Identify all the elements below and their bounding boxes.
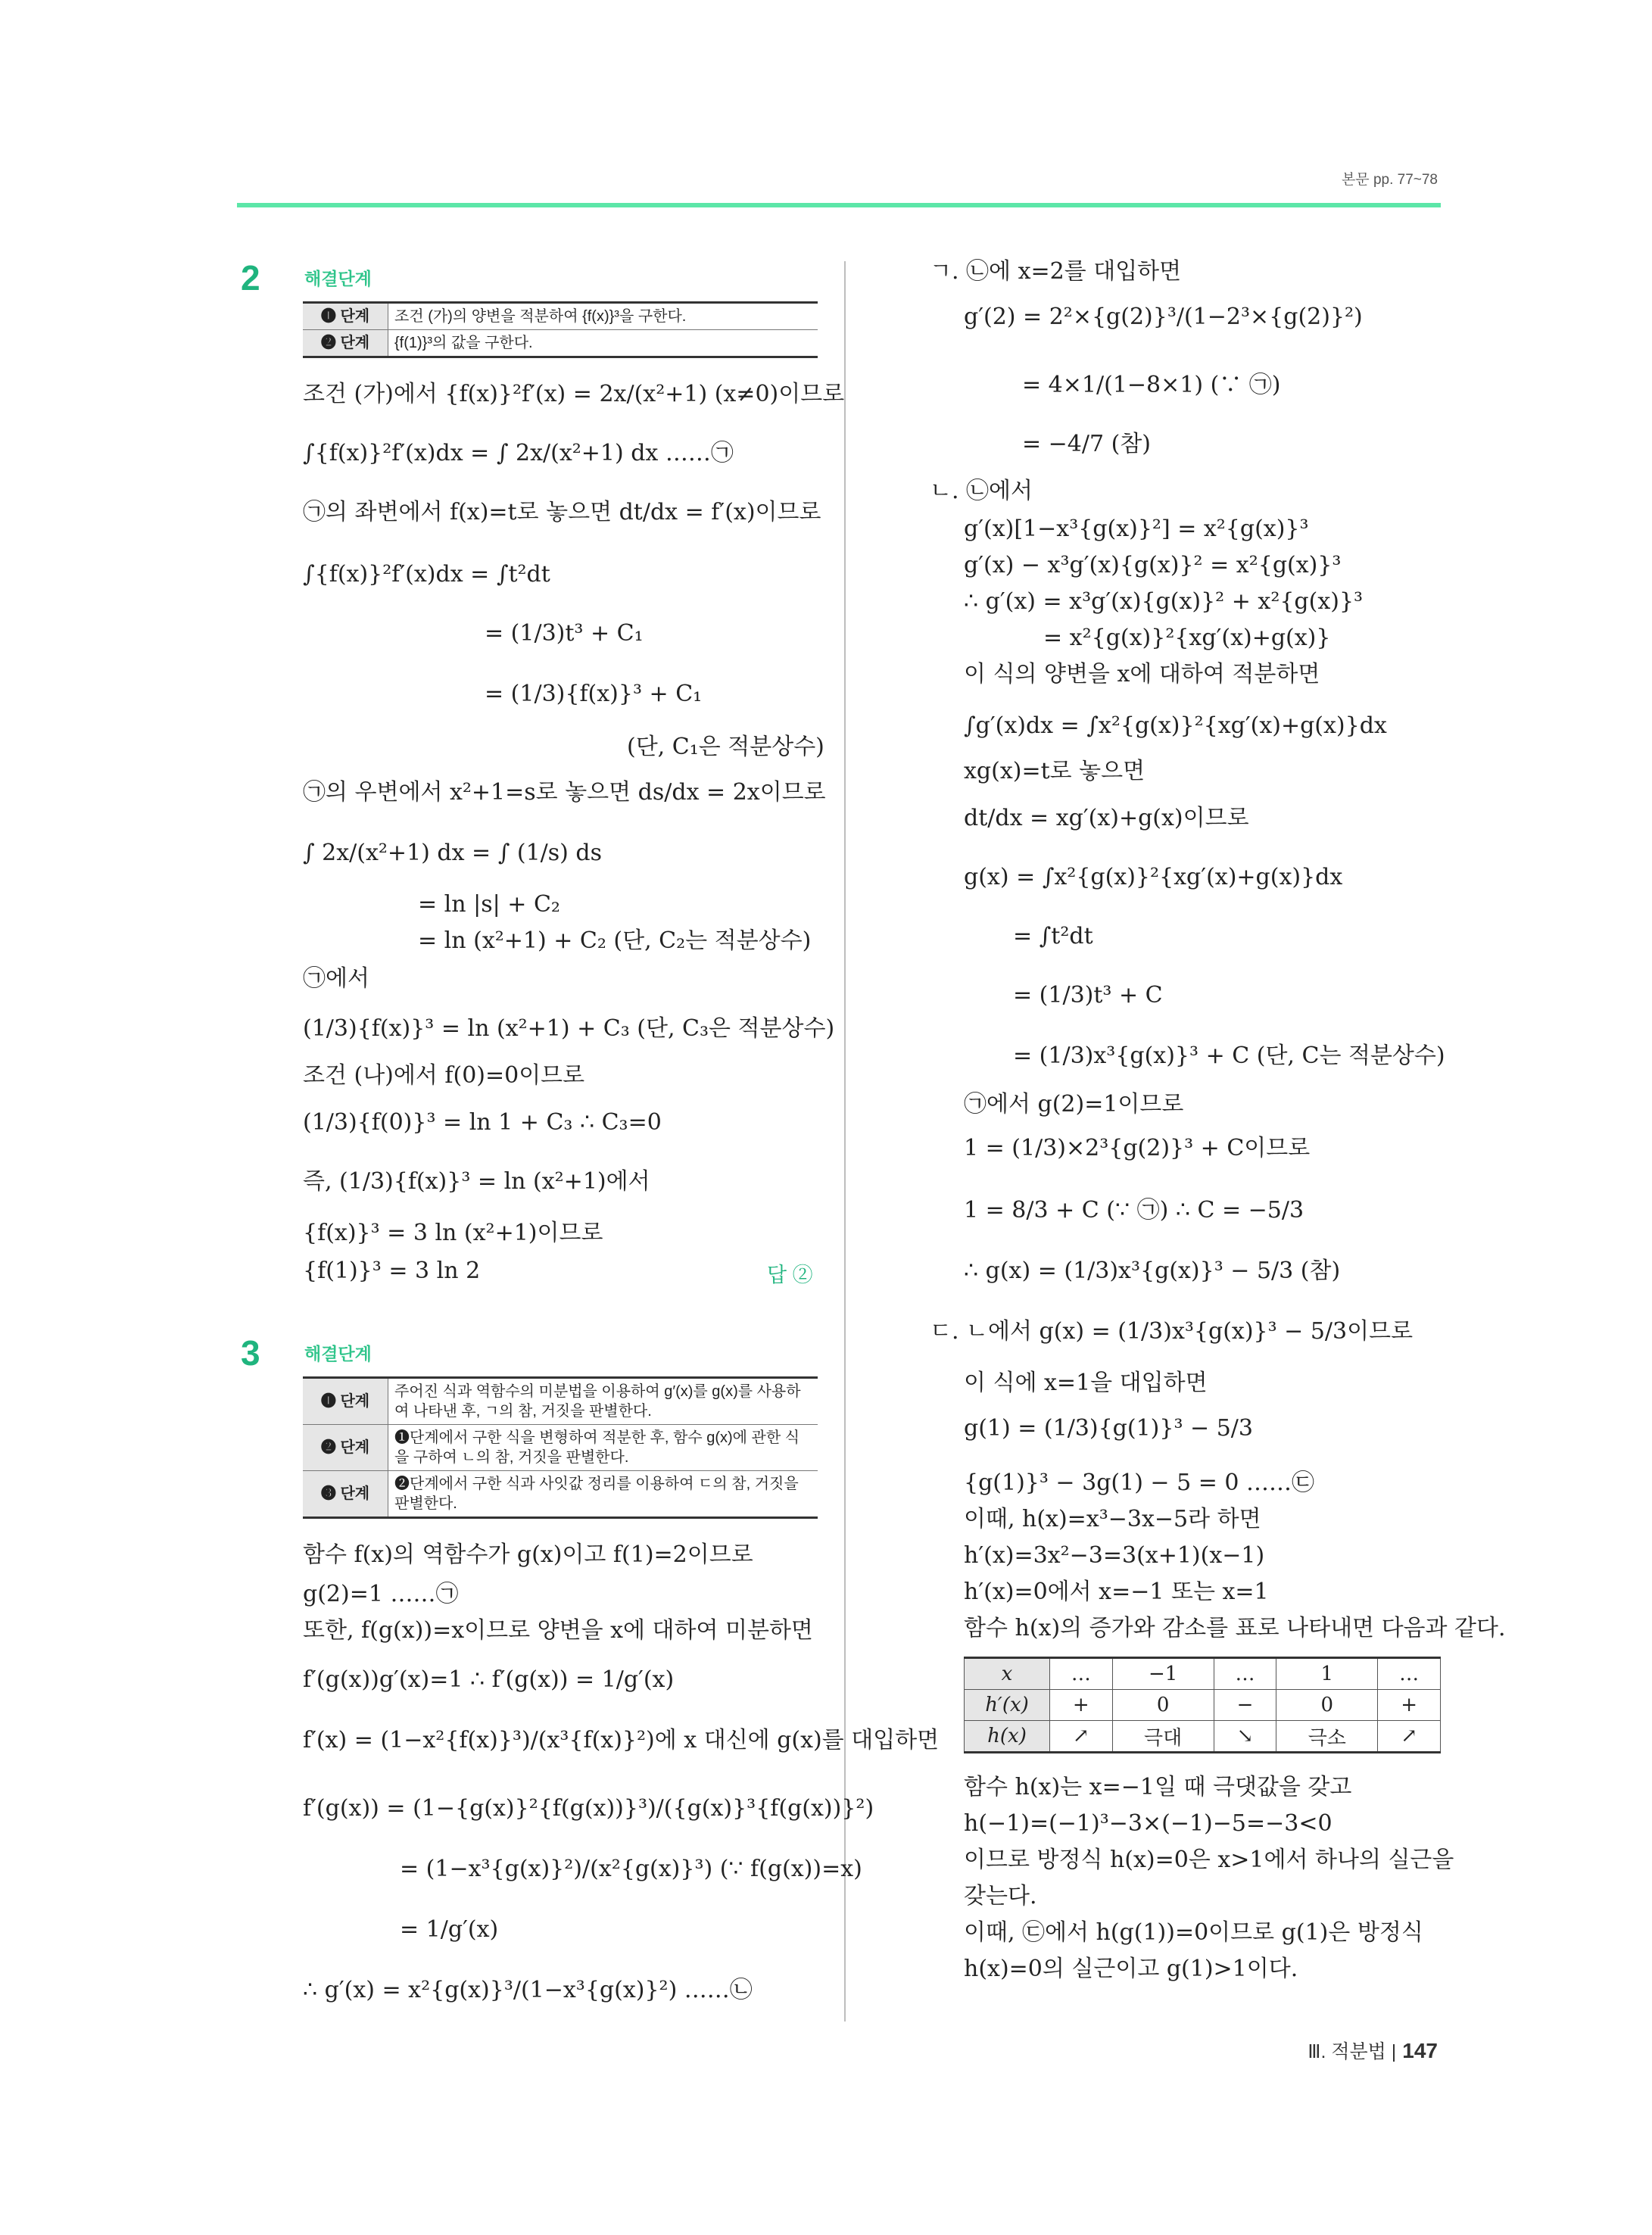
solution-line: 조건 (나)에서 f(0)=0이므로 — [303, 1062, 585, 1089]
solution-line: 함수 h(x)의 증가와 감소를 표로 나타내면 다음과 같다. — [964, 1615, 1506, 1641]
problem-3-label: 해결단계 — [304, 1344, 372, 1364]
solution-line: {g(1)}³ − 3g(1) − 5 = 0 ……㉢ — [964, 1470, 1315, 1496]
table-cell: 0 — [1276, 1690, 1378, 1721]
solution-line: ∴ g′(x) = x³g′(x){g(x)}² + x²{g(x)}³ — [964, 588, 1364, 615]
table-cell: 극소 — [1276, 1721, 1378, 1753]
problem-2-label: 해결단계 — [304, 269, 372, 288]
solution-line: 이 식에 x=1을 대입하면 — [964, 1370, 1208, 1396]
solution-line: xg(x)=t로 놓으면 — [964, 758, 1145, 784]
step-name: ❶ 단계 — [303, 303, 388, 330]
solution-line: = (1/3)t³ + C₁ — [485, 620, 644, 647]
solution-line: g(x) = ∫x²{g(x)}²{xg′(x)+g(x)}dx — [964, 864, 1343, 890]
table-row — [965, 1721, 1441, 1753]
chapter-label: Ⅲ. 적분법 | — [1308, 2041, 1397, 2062]
table-cell: + — [1050, 1690, 1113, 1721]
table-cell: ↗ — [1378, 1721, 1441, 1753]
solution-line: g′(x) − x³g′(x){g(x)}² = x²{g(x)}³ — [964, 552, 1342, 578]
table-cell: 1 — [1276, 1658, 1378, 1690]
solution-line: ㄷ. ㄴ에서 g(x) = (1/3)x³{g(x)}³ − 5/3이므로 — [930, 1318, 1414, 1345]
problem-2-number: 2 — [241, 258, 260, 298]
table-cell: … — [1378, 1658, 1441, 1690]
table-cell: + — [1378, 1690, 1441, 1721]
problem-2-steps-table — [303, 301, 818, 358]
solution-line: ∴ g′(x) = x²{g(x)}³/(1−x³{g(x)}²) ……㉡ — [303, 1977, 753, 2003]
table-cell: 0 — [1112, 1690, 1214, 1721]
solution-line: h(x)=0의 실근이고 g(1)>1이다. — [964, 1956, 1298, 1982]
solution-line: g(2)=1 ……㉠ — [303, 1581, 459, 1607]
table-cell: − — [1214, 1690, 1276, 1721]
step-row — [303, 330, 818, 357]
solution-line: g(1) = (1/3){g(1)}³ − 5/3 — [964, 1415, 1253, 1442]
solution-line: f′(g(x))g′(x)=1 ∴ f′(g(x)) = 1/g′(x) — [303, 1666, 675, 1693]
step-row — [303, 1471, 818, 1518]
solution-line: (1/3){f(0)}³ = ln 1 + C₃ ∴ C₃=0 — [303, 1109, 662, 1136]
table-cell: x — [965, 1658, 1050, 1690]
table-cell: ↘ — [1214, 1721, 1276, 1753]
step-desc: {f(1)}³의 값을 구한다. — [388, 330, 818, 357]
solution-line: f′(g(x)) = (1−{g(x)}²{f(g(x))}³)/({g(x)}³{f(g(x))}²) — [303, 1795, 874, 1822]
solution-line: f′(x) = (1−x²{f(x)}³)/(x³{f(x)}²)에 x 대신에 g(x)를 대입하면 — [303, 1727, 940, 1753]
problem-3-number: 3 — [241, 1333, 260, 1373]
page-reference: 본문 pp. 77~78 — [1341, 172, 1438, 188]
solution-line: h′(x)=0에서 x=−1 또는 x=1 — [964, 1579, 1269, 1605]
solution-line: 이 식의 양변을 x에 대하여 적분하면 — [964, 661, 1320, 687]
solution-line: ∫{f(x)}²f′(x)dx = ∫t²dt — [303, 561, 550, 588]
solution-line: 즉, (1/3){f(x)}³ = ln (x²+1)에서 — [303, 1168, 650, 1195]
step-desc: ❶단계에서 구한 식을 변형하여 적분한 후, 함수 g(x)에 관한 식을 구하여 ㄴ의 참, 거짓을 판별한다. — [388, 1425, 818, 1471]
solution-line: dt/dx = xg′(x)+g(x)이므로 — [964, 805, 1249, 831]
table-row — [965, 1658, 1441, 1690]
solution-line: ㉠에서 — [303, 965, 369, 992]
step-row — [303, 303, 818, 330]
table-row — [965, 1690, 1441, 1721]
solution-line: 1 = (1/3)×2³{g(2)}³ + C이므로 — [964, 1135, 1311, 1161]
step-name: ❸ 단계 — [303, 1471, 388, 1518]
table-cell: −1 — [1112, 1658, 1214, 1690]
solution-line: ㉠의 우변에서 x²+1=s로 놓으면 ds/dx = 2x이므로 — [303, 779, 826, 806]
page-number: 147 — [1402, 2039, 1438, 2062]
solution-line: 함수 h(x)는 x=−1일 때 극댓값을 갖고 — [964, 1774, 1352, 1800]
top-rule — [237, 203, 1441, 207]
solution-line: g′(2) = 2²×{g(2)}³/(1−2³×{g(2)}²) — [964, 304, 1363, 330]
solution-line: ㉠의 좌변에서 f(x)=t로 놓으면 dt/dx = f′(x)이므로 — [303, 499, 821, 525]
solution-line: ㉠에서 g(2)=1이므로 — [964, 1091, 1184, 1118]
solution-line: (단, C₁은 적분상수) — [627, 734, 824, 760]
column-divider — [844, 261, 846, 2021]
solution-line: = 1/g′(x) — [400, 1916, 499, 1943]
solution-line: 이때, ㉢에서 h(g(1))=0이므로 g(1)은 방정식 — [964, 1919, 1423, 1946]
solution-line: h(−1)=(−1)³−3×(−1)−5=−3<0 — [964, 1810, 1333, 1837]
solution-line: 함수 f(x)의 역함수가 g(x)이고 f(1)=2이므로 — [303, 1541, 753, 1568]
solution-line: = (1−x³{g(x)}²)/(x²{g(x)}³) (∵ f(g(x))=x) — [400, 1856, 862, 1882]
step-name: ❷ 단계 — [303, 1425, 388, 1471]
solution-line: {f(x)}³ = 3 ln (x²+1)이므로 — [303, 1220, 603, 1246]
solution-line: = 4×1/(1−8×1) (∵ ㉠) — [1022, 372, 1281, 398]
table-cell: h′(x) — [965, 1690, 1050, 1721]
solution-line: ㄴ. ㉡에서 — [930, 478, 1033, 504]
solution-line: = (1/3)x³{g(x)}³ + C (단, C는 적분상수) — [1013, 1043, 1445, 1069]
solution-line: g′(x)[1−x³{g(x)}²] = x²{g(x)}³ — [964, 516, 1309, 542]
solution-line: (1/3){f(x)}³ = ln (x²+1) + C₃ (단, C₃은 적분상수) — [303, 1015, 835, 1042]
problem-3-steps-table — [303, 1376, 818, 1519]
solution-line: ∫ 2x/(x²+1) dx = ∫ (1/s) ds — [303, 840, 603, 866]
solution-line: ∫{f(x)}²f′(x)dx = ∫ 2x/(x²+1) dx ……㉠ — [303, 440, 734, 466]
step-row — [303, 1378, 818, 1425]
table-cell: h(x) — [965, 1721, 1050, 1753]
table-cell: 극대 — [1112, 1721, 1214, 1753]
solution-line: = ∫t²dt — [1013, 923, 1093, 949]
solution-line: ㄱ. ㉡에 x=2를 대입하면 — [930, 258, 1182, 285]
table-cell: … — [1214, 1658, 1276, 1690]
solution-line: 이때, h(x)=x³−3x−5라 하면 — [964, 1506, 1261, 1532]
table-cell: ↗ — [1050, 1721, 1113, 1753]
solution-line: ∴ g(x) = (1/3)x³{g(x)}³ − 5/3 (참) — [964, 1258, 1341, 1284]
solution-line: 또한, f(g(x))=x이므로 양변을 x에 대하여 미분하면 — [303, 1617, 813, 1644]
solution-line: 1 = 8/3 + C (∵ ㉠) ∴ C = −5/3 — [964, 1197, 1304, 1223]
solution-line: = ln (x²+1) + C₂ (단, C₂는 적분상수) — [418, 927, 812, 954]
step-name: ❶ 단계 — [303, 1378, 388, 1425]
page-footer — [1308, 2037, 1438, 2064]
solution-line: 갖는다. — [964, 1883, 1037, 1909]
solution-line: ∫g′(x)dx = ∫x²{g(x)}²{xg′(x)+g(x)}dx — [964, 712, 1387, 739]
solution-line: = x²{g(x)}²{xg′(x)+g(x)} — [1043, 625, 1331, 651]
solution-line: = (1/3)t³ + C — [1013, 982, 1163, 1008]
step-name: ❷ 단계 — [303, 330, 388, 357]
solution-line: {f(1)}³ = 3 ln 2 — [303, 1258, 481, 1284]
solution-line: h′(x)=3x²−3=3(x+1)(x−1) — [964, 1542, 1265, 1569]
solution-line: = −4/7 (참) — [1022, 431, 1152, 457]
step-row — [303, 1425, 818, 1471]
solution-line: 조건 (가)에서 {f(x)}²f′(x) = 2x/(x²+1) (x≠0)이므로 — [303, 381, 845, 407]
solution-line: 이므로 방정식 h(x)=0은 x>1에서 하나의 실근을 — [964, 1847, 1454, 1873]
answer-badge: 답 ② — [767, 1264, 813, 1286]
step-desc: 주어진 식과 역함수의 미분법을 이용하여 g′(x)를 g(x)를 사용하여 나타낸 후, ㄱ의 참, 거짓을 판별한다. — [388, 1378, 818, 1425]
step-desc: ❷단계에서 구한 식과 사잇값 정리를 이용하여 ㄷ의 참, 거짓을 판별한다. — [388, 1471, 818, 1518]
step-desc: 조건 (가)의 양변을 적분하여 {f(x)}³을 구한다. — [388, 303, 818, 330]
table-cell: … — [1050, 1658, 1113, 1690]
solution-line: = (1/3){f(x)}³ + C₁ — [485, 681, 703, 707]
solution-line: = ln |s| + C₂ — [418, 891, 560, 918]
variation-table — [964, 1657, 1441, 1753]
